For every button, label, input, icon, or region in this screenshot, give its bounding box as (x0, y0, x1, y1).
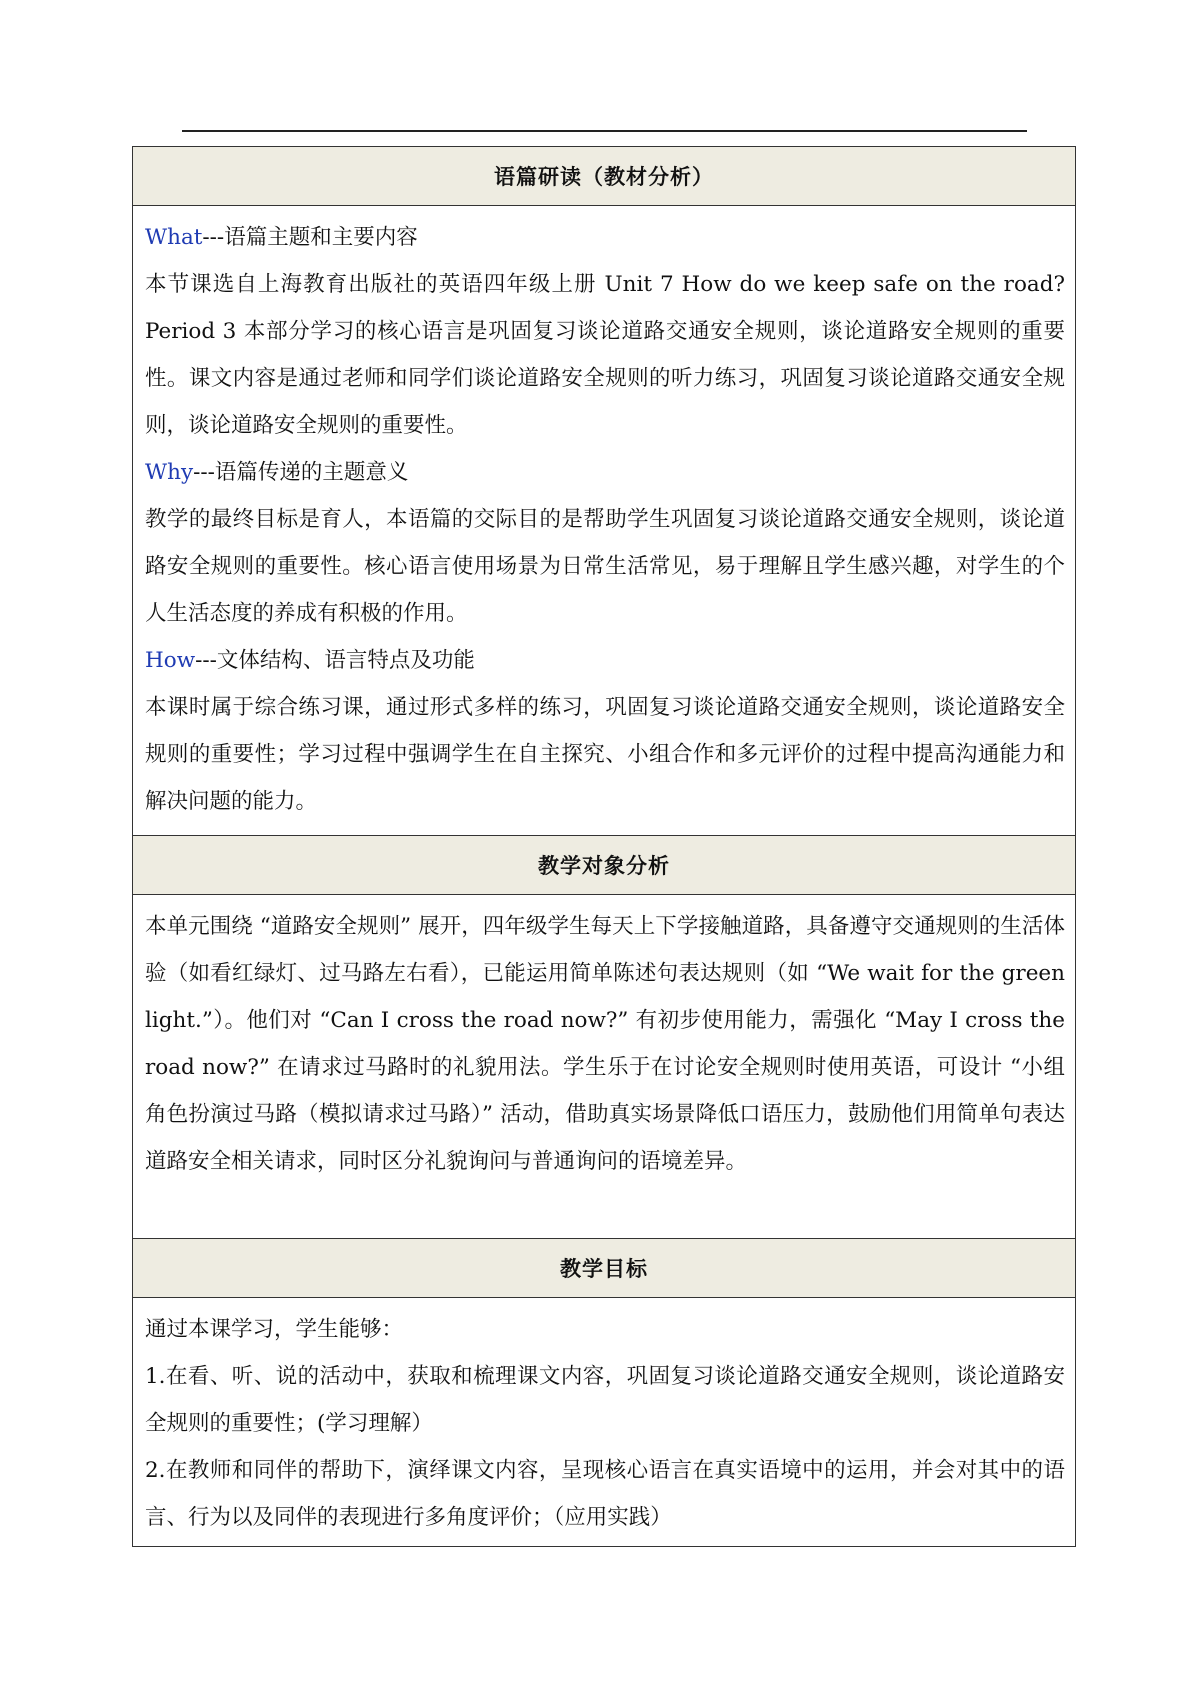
section-body-teaching-goals (133, 1298, 1075, 1546)
section-header-teaching-goals (133, 1239, 1075, 1298)
section-header-text-analysis (133, 147, 1075, 206)
section-header-student-analysis (133, 836, 1075, 895)
section-body-student-analysis (133, 895, 1075, 1239)
why-heading-rest: ---语篇传递的主题意义 (193, 460, 409, 485)
section-title: 教学对象分析 (538, 854, 670, 878)
why-heading (145, 449, 1065, 496)
what-paragraph: 本节课选自上海教育出版社的英语四年级上册 Unit 7 How do we keep safe on the road? Period 3 本部分学习的核心语言是巩固复习谈论道路交通安全规则，谈论道路安全规则的重要性。课文内容是通过老师和同学们谈论道路安全规则的听力练习，巩固复习谈论道路交通安全规则，谈论道路安全规则的重要性。 (145, 272, 1065, 438)
how-paragraph: 本课时属于综合练习课，通过形式多样的练习，巩固复习谈论道路交通安全规则，谈论道路安全规则的重要性；学习过程中强调学生在自主探究、小组合作和多元评价的过程中提高沟通能力和解决问题的能力。 (145, 695, 1065, 814)
what-keyword: What (145, 225, 203, 250)
how-heading-rest: ---文体结构、语言特点及功能 (195, 648, 475, 673)
what-heading-rest: ---语篇主题和主要内容 (202, 225, 418, 250)
what-heading (145, 214, 1065, 261)
section-title: 语篇研读（教材分析） (494, 165, 714, 189)
section-title: 教学目标 (560, 1257, 648, 1281)
section-body-text-analysis (133, 206, 1075, 836)
goal-item: 2.在教师和同伴的帮助下，演绎课文内容，呈现核心语言在真实语境中的运用，并会对其中的语言、行为以及同伴的表现进行多角度评价；（应用实践） (145, 1458, 1065, 1530)
why-paragraph: 教学的最终目标是育人，本语篇的交际目的是帮助学生巩固复习谈论道路交通安全规则，谈论道路安全规则的重要性。核心语言使用场景为日常生活常见，易于理解且学生感兴趣，对学生的个人生活态度的养成有积极的作用。 (145, 507, 1065, 626)
header-rule (182, 130, 1027, 132)
lesson-analysis-table (132, 146, 1076, 1547)
how-heading (145, 637, 1065, 684)
goal-item: 1.在看、听、说的活动中，获取和梳理课文内容，巩固复习谈论道路交通安全规则，谈论道路安全规则的重要性；(学习理解） (145, 1364, 1065, 1436)
why-keyword: Why (145, 460, 194, 485)
how-keyword: How (145, 648, 196, 673)
student-analysis-paragraph: 本单元围绕 “道路安全规则” 展开，四年级学生每天上下学接触道路，具备遵守交通规则的生活体验（如看红绿灯、过马路左右看），已能运用简单陈述句表达规则（如 “We wait for the green light.”）。他们对 “Can I cross the road now?” 有初步使用能力，需强化 “May I cross the road now?” 在请求过马路时的礼貌用法。学生乐于在讨论安全规则时使用英语，可设计 “小组角色扮演过马路（模拟请求过马路）” 活动，借助真实场景降低口语压力，鼓励他们用简单句表达道路安全相关请求，同时区分礼貌询问与普通询问的语境差异。 (145, 914, 1065, 1174)
goals-intro: 通过本课学习，学生能够： (145, 1317, 404, 1342)
